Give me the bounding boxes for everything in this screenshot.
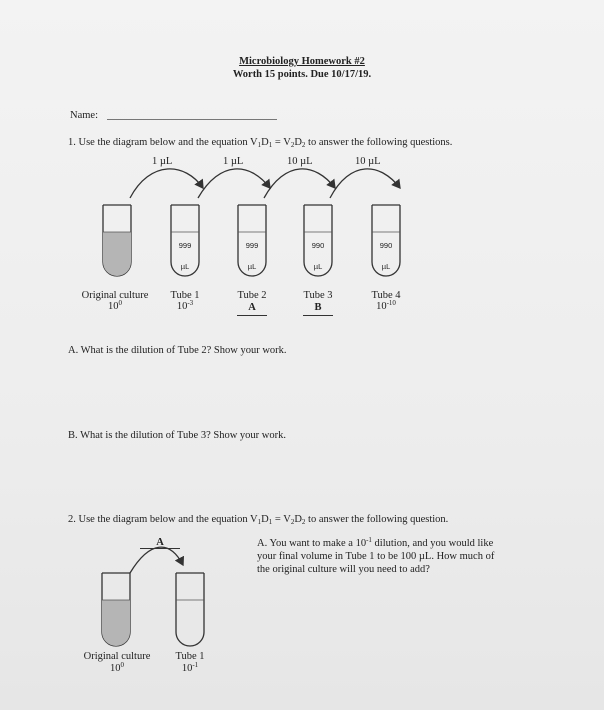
transfer-label-4: 10 µL [355,156,381,167]
q2-original-culture-tube [102,573,130,646]
transfer-arrow-2 [198,169,270,198]
name-label: Name: [70,110,98,121]
q2-original-culture-dilution: $10^0$ [110,661,124,674]
tube-2-label: Tube 2 [237,290,267,301]
tube-1-label: Tube 1 [170,290,200,301]
q2-tube-1-label: Tube 1 [175,651,205,662]
tube-3-unit: µL [313,262,323,271]
tube-2-volume: 999 [245,241,259,250]
transfer-label-2: 1 µL [223,156,244,167]
tube-2-answer-line[interactable] [237,315,267,316]
tube-4-volume: 990 [379,241,393,250]
q2-original-culture-label: Original culture [83,651,151,662]
q2-question-a-line2: your final volume in Tube 1 to be 100 µL. How much of [257,551,495,562]
transfer-arrow-1 [130,169,203,198]
tube-3-volume: 990 [311,241,325,250]
transfer-label-3: 10 µL [287,156,313,167]
tube-2-dilution: A [248,302,256,313]
q1-question-b: B. What is the dilution of Tube 3? Show your work. [68,430,286,441]
q2-tube-1-dilution: $10^{-1}$ [181,661,199,674]
q2-tube-1 [176,573,204,646]
q1-question-a: A. What is the dilution of Tube 2? Show your work. [68,345,287,356]
q2-question-a-line3: the original culture will you need to add? [257,564,430,575]
tube-3-dilution: B [314,302,322,313]
transfer-arrow-q2 [130,547,183,573]
tube-2-unit: µL [247,262,257,271]
tube-3-label: Tube 3 [303,290,333,301]
tube-4-unit: µL [381,262,391,271]
page-title: Microbiology Homework #2 [239,56,365,67]
original-culture-tube [103,205,131,276]
tube-1-volume: 999 [178,241,192,250]
tube-4-dilution: $10^{-10}$ [376,299,396,312]
q1-prompt: 1. Use the diagram below and the equation $V_1D_1 = V_2D_2$ to answer the following questions. [68,137,453,149]
tube-1-dilution: $10^{-3}$ [176,299,194,312]
q2-prompt: 2. Use the diagram below and the equation $V_1D_1 = V_2D_2$ to answer the following question. [68,514,449,526]
q2-transfer-answer-line[interactable] [140,548,180,549]
q2-question-a-line1: A. You want to make a $10^{-1}$ dilution, and you would like [257,536,494,549]
q2-transfer-label: A [156,537,164,548]
original-culture-dilution: $10^0$ [108,299,122,312]
tube-4-label: Tube 4 [371,290,401,301]
transfer-label-1: 1 µL [152,156,173,167]
page-subtitle: Worth 15 points. Due 10/17/19. [232,69,372,80]
tube-1-unit: µL [180,262,190,271]
transfer-arrow-3 [264,169,335,198]
transfer-arrow-4 [330,169,400,198]
tube-3-answer-line[interactable] [303,315,333,316]
original-culture-label: Original culture [81,290,149,301]
